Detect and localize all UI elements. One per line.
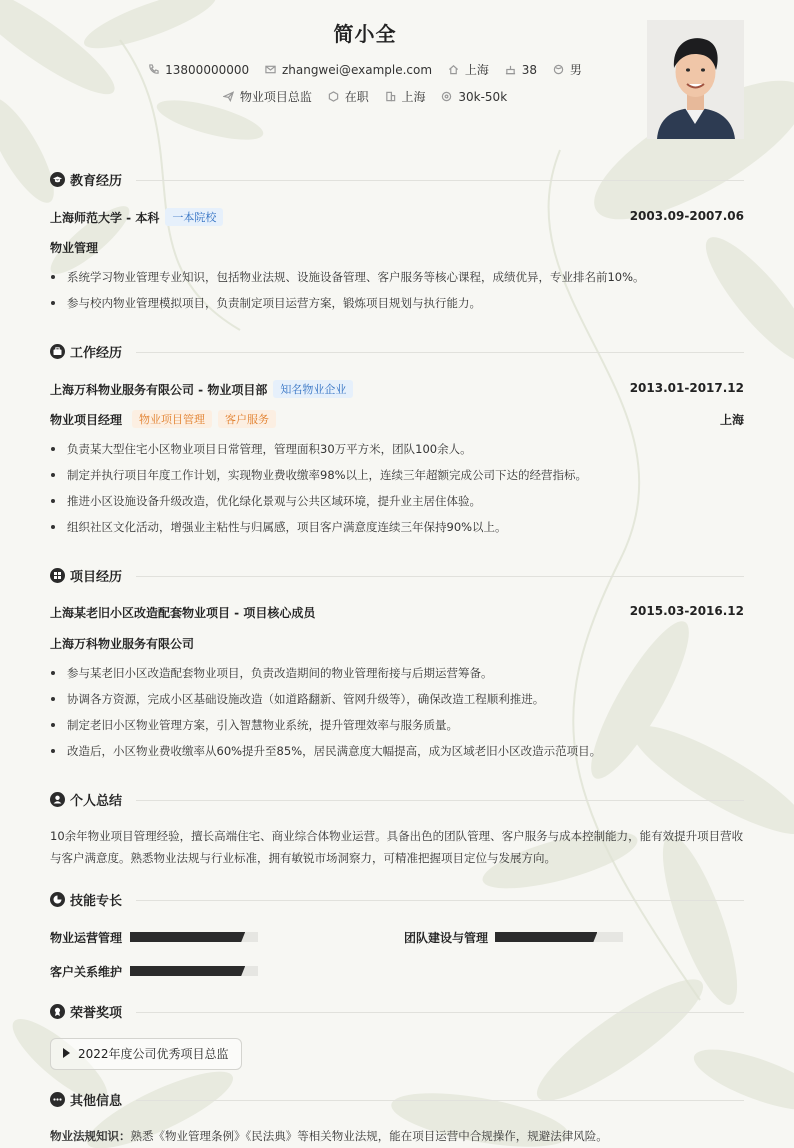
age-info	[505, 63, 537, 77]
candidate-name: 简小全	[333, 22, 397, 46]
target-city-text: 上海	[401, 90, 426, 104]
other-info-row	[50, 1128, 744, 1144]
grid-icon	[50, 568, 65, 583]
more-icon	[50, 1092, 65, 1107]
gender-info	[553, 61, 582, 78]
summary-text: 10余年物业项目管理经验，擅长高端住宅、商业综合体物业运营。具备出色的团队管理、客户服务与成本控制能力，能有效提升项目营收与客户满意度。熟悉物业法规与行业标准，拥有敏锐市场洞察力，可精准把握项目定位与发展方向。	[50, 829, 744, 865]
section-education	[50, 170, 744, 190]
phone-icon	[148, 64, 159, 75]
project-bullet: 协调各方资源，完成小区基础设施改造（如道路翻新、管网升级等），确保改造工程顺利推进。	[50, 691, 744, 707]
project-bullet: 改造后，小区物业费收缴率从60%提升至85%，居民满意度大幅提高，成为区域老旧小区改造示范项目。	[50, 743, 744, 759]
building-icon	[385, 91, 396, 102]
section-title: 工作经历	[70, 346, 123, 361]
project-bullet: 制定老旧小区物业管理方案，引入智慧物业系统，提升管理效率与服务质量。	[50, 717, 744, 733]
user-icon	[50, 792, 65, 807]
gender-text: 男	[569, 63, 582, 77]
section-divider	[136, 180, 744, 181]
work-city: 上海	[719, 413, 744, 427]
project-bullet: 参与某老旧小区改造配套物业项目，负责改造期间的物业管理衔接与后期运营筹备。	[50, 665, 744, 681]
section-divider	[136, 1100, 744, 1101]
cake-icon	[505, 64, 516, 75]
graduation-cap-icon	[50, 172, 65, 187]
phone-text: 13800000000	[165, 62, 250, 77]
section-title: 荣誉奖项	[70, 1006, 123, 1021]
send-icon	[223, 91, 234, 102]
work-company: 上海万科物业服务有限公司 - 物业项目部	[50, 383, 268, 397]
email-info	[265, 63, 432, 77]
section-title: 技能专长	[70, 894, 123, 909]
other-label: 物业法规知识：	[50, 1129, 131, 1143]
section-title: 教育经历	[70, 174, 123, 189]
section-awards	[50, 1002, 744, 1022]
work-header-row	[50, 380, 744, 398]
work-bullet: 推进小区设施设备升级改造，优化绿化景观与公共区域环境，提升业主居住体验。	[50, 493, 744, 509]
role-tag: 客户服务	[218, 410, 276, 428]
award-icon	[50, 1004, 65, 1019]
section-divider	[136, 1012, 744, 1013]
target-position-info	[223, 88, 312, 105]
education-major: 物业管理	[50, 241, 99, 255]
project-company: 上海万科物业服务有限公司	[50, 637, 195, 651]
location-text: 上海	[464, 63, 489, 77]
work-bullet: 组织社区文化活动，增强业主粘性与归属感，项目客户满意度连续三年保持90%以上。	[50, 519, 744, 535]
mail-icon	[265, 64, 276, 75]
skill-label: 客户关系维护	[50, 965, 123, 979]
school-tag: 一本院校	[165, 208, 223, 226]
work-bullet: 负责某大型住宅小区物业项目日常管理，管理面积30万平方米，团队100余人。	[50, 441, 744, 457]
section-work	[50, 342, 744, 362]
section-divider	[136, 900, 744, 901]
section-title: 个人总结	[70, 794, 123, 809]
coin-icon	[441, 91, 452, 102]
status-icon	[328, 91, 339, 102]
target-position-text: 物业项目总监	[239, 90, 312, 104]
work-period: 2013.01-2017.12	[629, 381, 744, 395]
location-info	[448, 61, 489, 78]
role-tag: 物业项目管理	[132, 410, 212, 428]
company-tag: 知名物业企业	[273, 380, 353, 398]
work-role-row	[50, 410, 744, 428]
award-item[interactable]	[50, 1038, 242, 1070]
play-triangle-icon	[63, 1048, 70, 1058]
section-skills	[50, 890, 744, 910]
salary-text: 30k-50k	[458, 89, 508, 104]
contact-row	[0, 61, 730, 78]
skill-bar	[495, 932, 623, 942]
person-portrait-icon	[647, 20, 744, 139]
skill-bar	[130, 966, 258, 976]
work-role: 物业项目经理	[50, 413, 123, 427]
section-divider	[136, 800, 744, 801]
section-divider	[136, 576, 744, 577]
project-header-row	[50, 604, 744, 621]
education-bullet: 系统学习物业管理专业知识，包括物业法规、设施设备管理、客户服务等核心课程，成绩优异，专业排名前10%。	[50, 269, 744, 285]
section-title: 项目经历	[70, 570, 123, 585]
home-icon	[448, 64, 459, 75]
education-school: 上海师范大学 - 本科	[50, 211, 160, 225]
email-text: zhangwei@example.com	[281, 62, 433, 77]
pie-chart-icon	[50, 892, 65, 907]
section-other	[50, 1090, 744, 1110]
education-period: 2003.09-2007.06	[629, 209, 744, 223]
job-intent-row	[0, 88, 730, 105]
section-divider	[136, 352, 744, 353]
phone-info	[148, 63, 249, 77]
skill-bar-fill	[130, 932, 245, 942]
briefcase-icon	[50, 344, 65, 359]
skill-label: 物业运营管理	[50, 931, 123, 945]
target-city-info	[385, 88, 426, 105]
section-title: 其他信息	[70, 1094, 123, 1109]
education-bullet: 参与校内物业管理模拟项目，负责制定项目运营方案，锻炼项目规划与执行能力。	[50, 295, 744, 311]
skill-bar	[130, 932, 258, 942]
education-header-row	[50, 208, 744, 226]
project-period: 2015.03-2016.12	[629, 604, 744, 618]
section-summary	[50, 790, 744, 810]
profile-photo	[647, 20, 744, 139]
section-project	[50, 566, 744, 586]
award-text: 2022年度公司优秀项目总监	[78, 1047, 229, 1061]
skill-label: 团队建设与管理	[404, 931, 489, 945]
age-text: 38	[521, 62, 538, 77]
skill-bar-fill	[495, 932, 597, 942]
status-info	[328, 88, 369, 105]
work-bullet: 制定并执行项目年度工作计划，实现物业费收缴率98%以上，连续三年超额完成公司下达的经营指标。	[50, 467, 744, 483]
gender-icon	[553, 64, 564, 75]
status-text: 在职	[344, 90, 369, 104]
other-text: 熟悉《物业管理条例》《民法典》等相关物业法规，能在项目运营中合规操作，规避法律风险。	[130, 1129, 608, 1143]
salary-info	[441, 90, 507, 104]
skill-bar-fill	[130, 966, 245, 976]
project-name: 上海某老旧小区改造配套物业项目 - 项目核心成员	[50, 606, 316, 620]
